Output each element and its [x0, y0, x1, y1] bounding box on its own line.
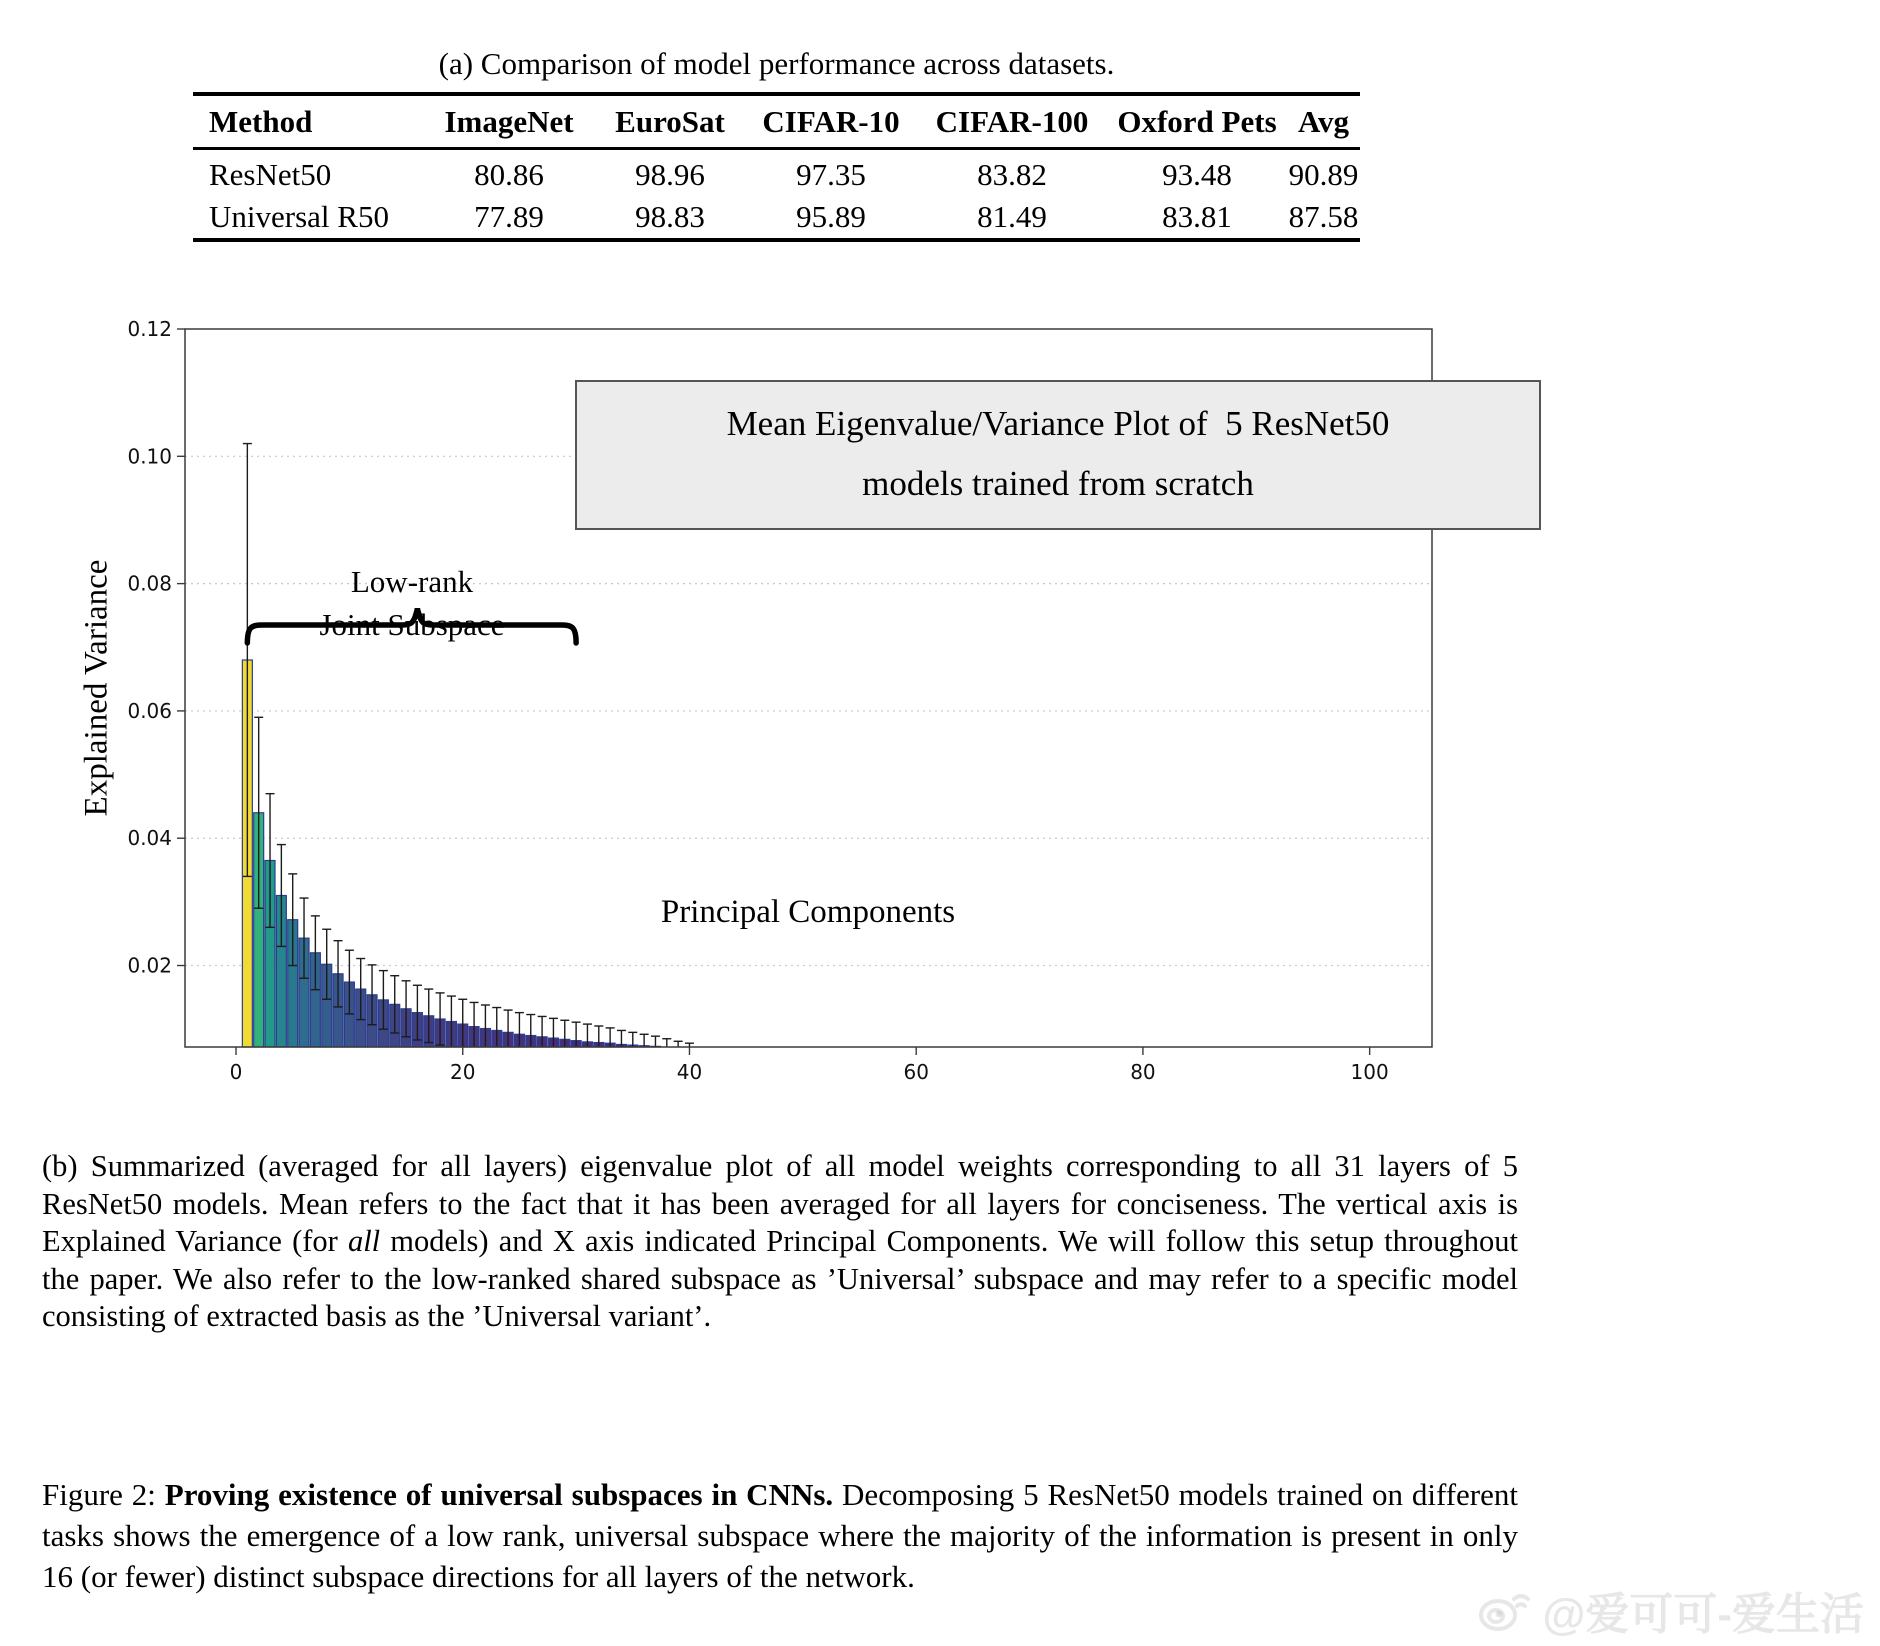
watermark: [1476, 1578, 1864, 1642]
y-tick-label-0.02: 0.02: [127, 953, 172, 978]
performance-table: [193, 92, 1360, 242]
x-axis-label: Principal Components: [660, 894, 956, 930]
method-cell: ResNet50: [209, 157, 332, 192]
value-cell-1-4: 83.81: [1162, 199, 1232, 234]
method-cell: Universal R50: [209, 199, 389, 234]
x-tick-label-0: 0: [229, 1060, 243, 1084]
col-header-0: Method: [193, 94, 423, 149]
x-tick-label-60: 60: [903, 1060, 929, 1084]
y-tick-label-0.04: 0.04: [127, 826, 172, 851]
col-header-2: EuroSat: [595, 94, 745, 149]
y-tick-label-0.12: 0.12: [127, 317, 172, 341]
table-a-head-row: [193, 94, 1360, 149]
value-cell-1-2: 95.89: [796, 199, 866, 234]
value-cell-0-1: 98.96: [635, 157, 705, 192]
error-bar-pc-39: [674, 1041, 683, 1047]
error-bar-pc-38: [662, 1039, 671, 1047]
subcaption-b-prefix: (b) Summarized (averaged for all layers) eigenvalue plot of all model weights corresponding to all 31 layers of 5 ResNet50 models. Mean refers to the fact that it has been averaged for all layers for conciseness. The vertical axis is Explained Variance (for: [42, 1149, 1518, 1258]
figure-caption: [42, 1474, 1518, 1597]
annotation-line-2: Joint Subspace: [319, 607, 505, 642]
annotation-line-1: Low-rank: [350, 564, 474, 599]
value-cell-0-5: 90.89: [1288, 157, 1359, 192]
table-row-0: [193, 149, 1360, 197]
x-tick-label-40: 40: [676, 1060, 703, 1084]
weibo-logo-icon: [1476, 1587, 1534, 1633]
table-a-body: [193, 149, 1360, 241]
table-row-1: [193, 196, 1360, 240]
gridlines: [185, 456, 1432, 965]
value-cell-1-0: 77.89: [474, 199, 544, 234]
value-cell-0-3: 83.82: [977, 157, 1047, 192]
watermark-text: @爱可可-爱生活: [1542, 1590, 1864, 1639]
value-cell-0-2: 97.35: [796, 157, 866, 192]
col-header-4: CIFAR-100: [917, 94, 1107, 149]
value-cell-1-3: 81.49: [977, 199, 1047, 234]
x-tick-label-80: 80: [1130, 1060, 1156, 1084]
chart-title-line-1: Mean Eigenvalue/Variance Plot of 5 ResNet50: [726, 404, 1390, 443]
figure-caption-bold: Proving existence of universal subspaces in CNNs.: [164, 1477, 834, 1512]
col-header-5: Oxford Pets: [1107, 94, 1287, 149]
x-tick-label-100: 100: [1350, 1060, 1389, 1084]
col-header-3: CIFAR-10: [745, 94, 917, 149]
bars: [242, 660, 660, 1047]
error-bar-pc-36: [640, 1034, 649, 1047]
eigenvalue-chart: [0, 250, 1880, 1084]
value-cell-1-1: 98.83: [635, 199, 705, 234]
x-tick-label-20: 20: [450, 1060, 476, 1084]
subcaption-b-italic: all: [347, 1224, 381, 1258]
error-bar-pc-37: [651, 1036, 660, 1047]
y-tick-label-0.1: 0.10: [127, 444, 172, 469]
value-cell-0-0: 80.86: [474, 157, 544, 192]
figure-caption-label: Figure 2:: [42, 1477, 165, 1512]
figure-caption-text: Decomposing 5 ResNet50 models trained on different tasks shows the emergence of a low rank, universal subspace where the majority of the information is present in only 16 (or fewer) distinct subspace directions for all layers of the network.: [42, 1477, 1518, 1594]
y-tick-label-0.06: 0.06: [127, 698, 172, 723]
subcaption-b-suffix: models) and X axis indicated Principal Components. We will follow this setup throughout the paper. We also refer to the low-ranked shared subspace as ’Universal’ subspace and may refer to a specific model consisting of extracted basis as the ’Universal variant’.: [42, 1224, 1519, 1333]
chart-canvas: [0, 250, 1880, 1084]
col-header-1: ImageNet: [423, 94, 595, 149]
value-cell-1-5: 87.58: [1288, 199, 1359, 234]
value-cell-0-4: 93.48: [1162, 157, 1232, 192]
chart-title-box: [575, 380, 1541, 530]
chart-title-line-2: models trained from scratch: [862, 464, 1254, 503]
table-caption: (a) Comparison of model performance across datasets.: [438, 46, 1115, 81]
y-axis-label: Explained Variance: [78, 559, 115, 817]
col-header-6: Avg: [1287, 94, 1360, 149]
y-tick-label-0.08: 0.08: [127, 571, 172, 596]
subcaption-b: [42, 1148, 1518, 1336]
